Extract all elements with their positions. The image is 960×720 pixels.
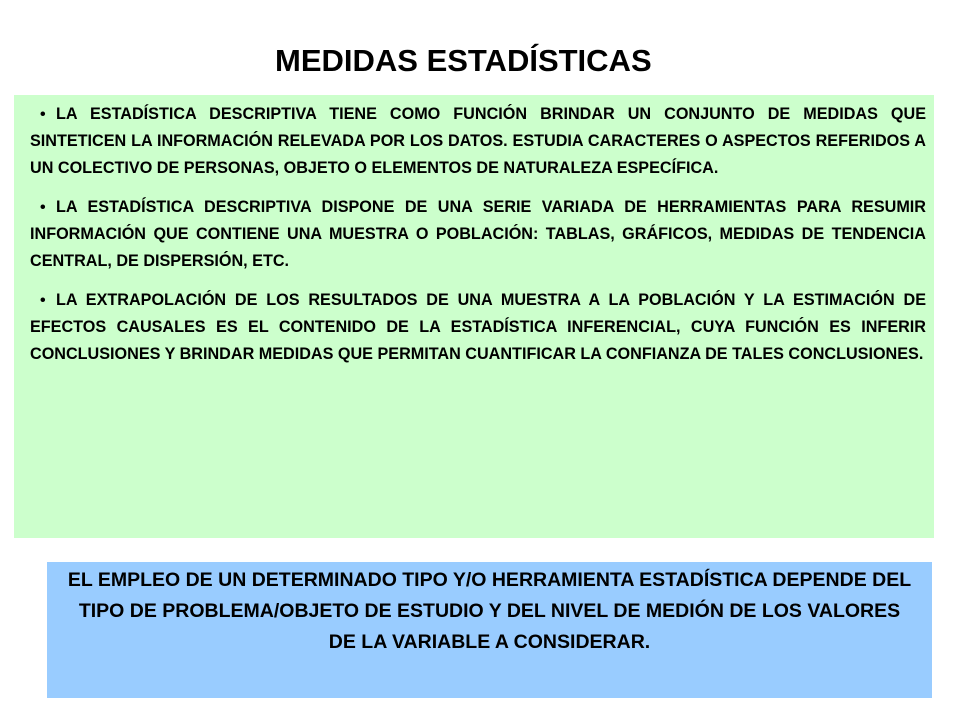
bullet-icon: • [40,199,46,216]
bullet-item [30,287,926,368]
bullet-list [30,101,926,368]
bullet-item [30,194,926,275]
bullet-text: LA EXTRAPOLACIÓN DE LOS RESULTADOS DE UNA MUESTRA A LA POBLACIÓN Y LA ESTIMACIÓN DE EFECTOS CAUSALES ES EL CONTENIDO DE LA ESTADÍSTICA INFERENCIAL, CUYA FUNCIÓN ES INFERIR CONCLUSIONES Y BRINDAR MEDIDAS QUE PERMITAN CUANTIFICAR LA CONFIANZA DE TALES CONCLUSIONES. [30,291,926,363]
bullet-text: LA ESTADÍSTICA DESCRIPTIVA DISPONE DE UNA SERIE VARIADA DE HERRAMIENTAS PARA RESUMIR INFORMACIÓN QUE CONTIENE UNA MUESTRA O POBLACIÓN: TABLAS, GRÁFICOS, MEDIDAS DE TENDENCIA CENTRAL, DE DISPERSIÓN, ETC. [30,198,926,270]
slide-title: MEDIDAS ESTADÍSTICAS [275,43,652,78]
summary-box [47,562,932,698]
bullet-icon: • [40,292,46,309]
bullet-item [30,101,926,182]
description-box [14,95,934,538]
bullet-text: LA ESTADÍSTICA DESCRIPTIVA TIENE COMO FUNCIÓN BRINDAR UN CONJUNTO DE MEDIDAS QUE SINTETICEN LA INFORMACIÓN RELEVADA POR LOS DATOS. ESTUDIA CARACTERES O ASPECTOS REFERIDOS A UN COLECTIVO DE PERSONAS, OBJETO O ELEMENTOS DE NATURALEZA ESPECÍFICA. [30,105,926,177]
summary-text: EL EMPLEO DE UN DETERMINADO TIPO Y/O HERRAMIENTA ESTADÍSTICA DEPENDE DEL TIPO DE PROBLEMA/OBJETO DE ESTUDIO Y DEL NIVEL DE MEDIÓN DE LOS VALORES DE LA VARIABLE A CONSIDERAR. [67,569,912,653]
bullet-icon: • [40,106,46,123]
